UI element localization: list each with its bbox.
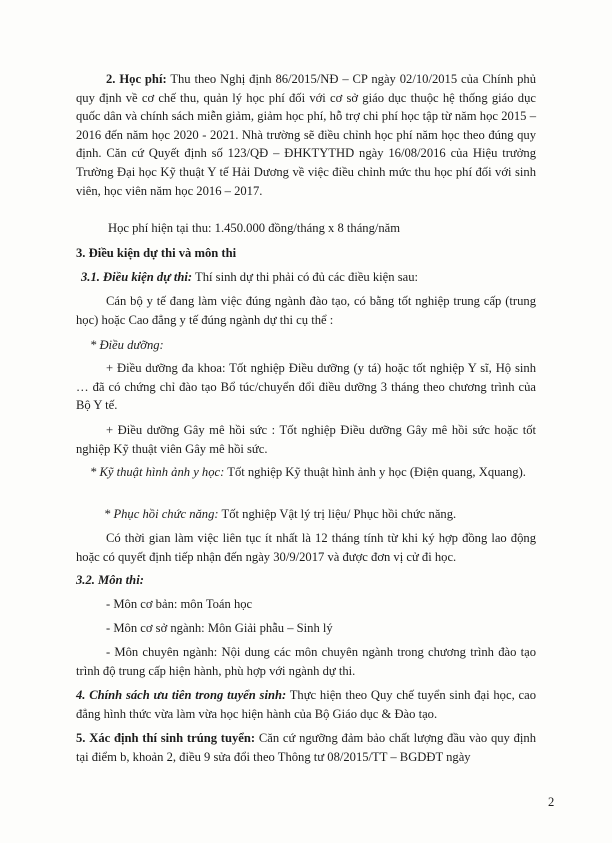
section-2-label: 2. Học phí:	[106, 72, 167, 86]
imaging-label: * Kỹ thuật hình ảnh y học:	[90, 465, 225, 479]
rehab-condition	[104, 505, 456, 524]
section-3-heading: 3. Điều kiện dự thi và môn thi	[76, 246, 237, 260]
imaging-text: Tốt nghiệp Kỹ thuật hình ảnh y học (Điện quang, Xquang).	[224, 465, 526, 479]
page-number: 2	[548, 795, 555, 809]
rehab-label: * Phục hồi chức năng:	[104, 507, 219, 521]
nursing-label: * Điều dưỡng:	[90, 338, 164, 352]
nursing-anesthesia: + Điều dưỡng Gây mê hồi sức : Tốt nghiệp Điều dưỡng Gây mê hồi sức hoặc tốt nghiệp Kỹ thuật viên Gây mê hồi sức.	[76, 423, 536, 456]
section-5-label: 5. Xác định thí sinh trúng tuyển:	[76, 731, 256, 745]
imaging-condition	[76, 463, 536, 482]
subject-major: - Môn chuyên ngành: Nội dung các môn chuyên ngành trong chương trình đào tạo trình độ trung cấp hiện hành, phù hợp với ngành dự thi.	[76, 645, 536, 678]
current-fee: Học phí hiện tại thu: 1.450.000 đồng/tháng x 8 tháng/năm	[108, 221, 401, 235]
section-5-admission	[76, 729, 536, 766]
work-time-condition: Có thời gian làm việc liên tục ít nhất là 12 tháng tính từ khi ký hợp đồng lao động hoặc có quyết định tiếp nhận đến ngày 30/9/2017 và được đơn vị cử đi học.	[76, 531, 536, 564]
section-5-text: Căn cứ ngưỡng đảm bảo chất lượng đầu vào quy định tại điểm b, khoản 2, điều 9 sửa đổi theo Thông tư 08/2015/TT – BGDĐT ngày	[76, 731, 537, 764]
section-3-1-text: Thí sinh dự thi phải có đủ các điều kiện sau:	[192, 270, 418, 284]
section-3-1-label: 3.1. Điều kiện dự thi:	[81, 270, 193, 284]
section-4-label: 4. Chính sách ưu tiên trong tuyển sinh:	[76, 688, 287, 702]
section-3-1	[76, 268, 536, 287]
nursing-general: + Điều dưỡng đa khoa: Tốt nghiệp Điều dưỡng (y tá) hoặc tốt nghiệp Y sĩ, Hộ sinh … đã có chứng chỉ đào tạo Bổ túc/chuyển đổi điều dưỡng 3 tháng theo chương trình của Bộ Y tế.	[76, 361, 536, 413]
cadre-condition: Cán bộ y tế đang làm việc đúng ngành đào tạo, có bằng tốt nghiệp trung cấp (trung học) hoặc Cao đẳng y tế đúng ngành dự thi cụ thể :	[76, 294, 536, 327]
subject-base: - Môn cơ sở ngành: Môn Giải phẫu – Sinh lý	[106, 621, 333, 635]
section-4-text: Thực hiện theo Quy chế tuyển sinh đại học, cao đẳng hình thức vừa làm vừa học hiện hành của Bộ Giáo dục & Đào tạo.	[76, 688, 536, 721]
section-2-text: Thu theo Nghị định 86/2015/NĐ – CP ngày 02/10/2015 của Chính phủ quy định về cơ chế thu, quản lý học phí đối với cơ sở giáo dục thuộc hệ thống giáo dục quốc dân và chính sách miễn giảm, giảm học phí, hỗ trợ chi phí học tập từ năm học 2015 – 2016 đến năm học 2020 - 2021. Nhà trường sẽ điều chỉnh học phí năm học theo đúng quy định. Căn cứ Quyết định số 123/QĐ – ĐHKTYTHD ngày 16/08/2016 của Hiệu trưởng Trường Đại học Kỹ thuật Y tế Hải Dương về việc điều chỉnh mức thu học phí đối với sinh viên, học viên năm học 2016 – 2017.	[76, 72, 536, 198]
section-3-2-label: 3.2. Môn thi:	[76, 573, 144, 587]
section-2-tuition	[76, 70, 536, 200]
section-4-priority	[76, 686, 536, 723]
rehab-text: Tốt nghiệp Vật lý trị liệu/ Phục hồi chức năng.	[218, 507, 457, 521]
subject-basic: - Môn cơ bản: môn Toán học	[106, 597, 253, 611]
